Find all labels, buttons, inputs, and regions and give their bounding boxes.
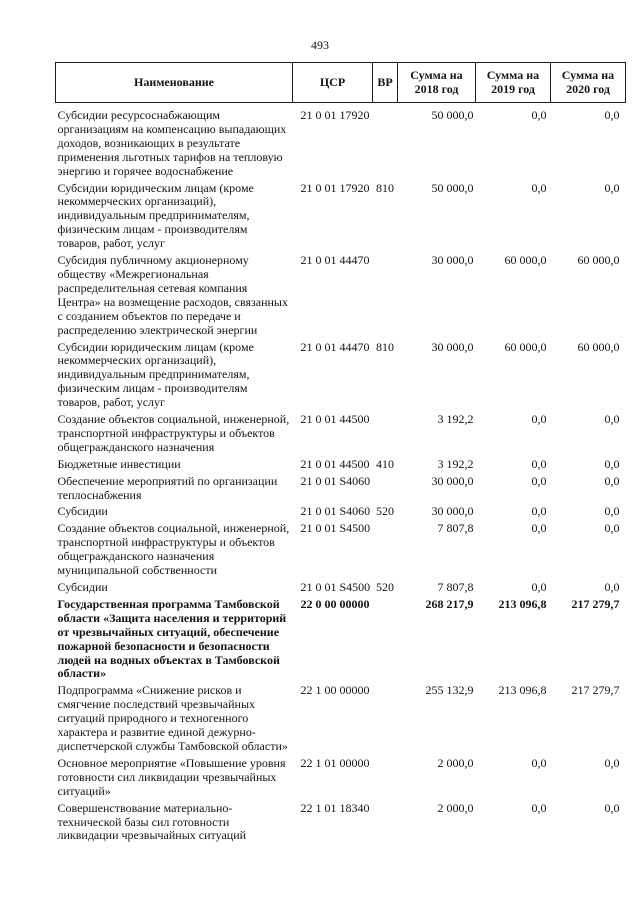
cell-csr: 21 0 01 44500 (300, 412, 370, 427)
cell-csr: 22 1 00 00000 (300, 683, 370, 698)
cell-amount-2019: 0,0 (531, 755, 547, 770)
header-csr: ЦСР (293, 63, 373, 103)
cell-vr (373, 683, 398, 756)
cell-amount-2020: 0,0 (604, 504, 620, 519)
cell-amount-2019: 60 000,0 (504, 339, 547, 354)
cell-amount-2018: 2 000,0 (437, 800, 474, 815)
cell-amount-2020: 60 000,0 (577, 339, 620, 354)
cell-vr: 810 (376, 180, 394, 195)
cell-amount-2019: 0,0 (531, 180, 547, 195)
cell-vr (373, 474, 398, 505)
cell-csr: 22 0 00 00000 (300, 596, 370, 611)
cell-csr: 22 1 01 18340 (300, 800, 370, 815)
cell-amount-2019: 0,0 (531, 504, 547, 519)
cell-amount-2018: 30 000,0 (431, 339, 474, 354)
cell-amount-2020: 0,0 (604, 180, 620, 195)
cell-name: Субсидии юридическим лицам (кроме некоммерческих организаций), индивидуальным предпринимателям, физическим лицам - производителям товаров, работ, услуг (57, 339, 254, 410)
cell-amount-2020: 0,0 (604, 456, 620, 471)
table-row (56, 801, 626, 846)
table-header (56, 63, 626, 103)
cell-amount-2019: 0,0 (531, 521, 547, 536)
cell-csr: 21 0 01 S4500 (300, 521, 371, 536)
cell-name: Основное мероприятие «Повышение уровня готовности сил ликвидации чрезвычайных ситуаций» (57, 755, 286, 798)
cell-amount-2018: 50 000,0 (431, 180, 474, 195)
cell-name: Субсидии юридическим лицам (кроме некоммерческих организаций), индивидуальным предпринимателям, физическим лицам - производителям товаров, работ, услуг (57, 180, 254, 251)
cell-amount-2018: 30 000,0 (431, 504, 474, 519)
cell-vr: 520 (376, 580, 394, 594)
cell-name: Обеспечение мероприятий по организации теплоснабжения (57, 473, 278, 502)
table-row (56, 474, 626, 505)
cell-amount-2020: 60 000,0 (577, 253, 620, 268)
cell-csr: 21 0 01 17920 (300, 180, 370, 195)
header-amount-2020: Сумма на 2020 год (551, 63, 626, 103)
cell-amount-2020: 0,0 (604, 473, 620, 488)
cell-vr (373, 756, 398, 801)
cell-name: Субсидия публичному акционерному обществу «Межрегиональная распределительная сетевая компания Центра» на возмещение расходов, связанных с созданием объектов по передаче и распределению электрической энергии (57, 253, 288, 337)
cell-amount-2019: 213 096,8 (498, 596, 547, 611)
cell-csr: 21 0 01 S4060 (300, 504, 371, 519)
cell-vr (373, 597, 398, 683)
cell-csr: 21 0 01 44470 (300, 339, 370, 354)
table-row (56, 457, 626, 474)
cell-amount-2020: 0,0 (604, 108, 620, 122)
cell-amount-2020: 0,0 (604, 521, 620, 536)
cell-amount-2018: 30 000,0 (431, 253, 474, 268)
cell-amount-2018: 30 000,0 (431, 473, 474, 488)
cell-vr (373, 412, 398, 457)
table-row (56, 504, 626, 521)
budget-table (55, 62, 626, 845)
table-row (56, 181, 626, 254)
cell-name: Субсидии (57, 504, 108, 519)
cell-csr: 22 1 01 00000 (300, 755, 370, 770)
header-vr: ВР (373, 63, 398, 103)
cell-name: Создание объектов социальной, инженерной, транспортной инфраструктуры и объектов общегражданского назначения муниципальной собственности (57, 521, 290, 578)
cell-name: Субсидии (57, 580, 108, 594)
cell-amount-2018: 7 807,8 (437, 521, 474, 536)
cell-csr: 21 0 01 17920 (300, 108, 370, 122)
cell-csr: 21 0 01 44500 (300, 456, 370, 471)
cell-amount-2019: 0,0 (531, 800, 547, 815)
header-amount-2019: Сумма на 2019 год (476, 63, 551, 103)
cell-name: Подпрограмма «Снижение рисков и смягчение последствий чрезвычайных ситуаций природного и техногенного характера и развитие единой дежурно- диспетчерской службы Тамбовской области» (57, 683, 288, 753)
cell-amount-2019: 0,0 (531, 108, 547, 122)
table-row (56, 521, 626, 580)
table-row (56, 253, 626, 339)
cell-amount-2018: 50 000,0 (431, 108, 474, 122)
table-row (56, 597, 626, 683)
cell-vr (373, 521, 398, 580)
cell-name: Субсидии ресурсоснабжающим организациям на компенсацию выпадающих доходов, возникающих в результате применения льготных тарифов на тепловую энергию и горячее водоснабжение (57, 108, 287, 178)
cell-amount-2020: 217 279,7 (571, 683, 620, 698)
table-row (56, 340, 626, 413)
cell-amount-2019: 60 000,0 (504, 253, 547, 268)
cell-vr: 520 (376, 504, 394, 519)
cell-vr: 810 (376, 339, 394, 354)
cell-csr: 21 0 01 S4500 (300, 580, 371, 594)
cell-amount-2018: 2 000,0 (437, 755, 474, 770)
cell-amount-2018: 3 192,2 (437, 412, 474, 427)
cell-amount-2020: 217 279,7 (571, 596, 620, 611)
cell-amount-2020: 0,0 (604, 580, 620, 594)
cell-amount-2019: 213 096,8 (498, 683, 547, 698)
cell-vr (373, 103, 398, 181)
cell-amount-2020: 0,0 (604, 800, 620, 815)
cell-amount-2019: 0,0 (531, 580, 547, 594)
cell-name: Создание объектов социальной, инженерной, транспортной инфраструктуры и объектов общегражданского назначения (57, 412, 290, 454)
table-row (56, 103, 626, 181)
cell-amount-2018: 3 192,2 (437, 456, 474, 471)
cell-name: Бюджетные инвестиции (57, 456, 181, 471)
cell-amount-2020: 0,0 (604, 412, 620, 427)
cell-amount-2018: 7 807,8 (437, 580, 474, 594)
table-row (56, 412, 626, 457)
cell-csr: 21 0 01 44470 (300, 253, 370, 268)
cell-csr: 21 0 01 S4060 (300, 473, 371, 488)
cell-amount-2018: 255 132,9 (425, 683, 474, 698)
table-row (56, 580, 626, 597)
cell-name: Совершенствование материально- технической базы сил готовности ликвидации чрезвычайных ситуаций (57, 800, 247, 843)
header-name: Наименование (56, 63, 293, 103)
table-row (56, 683, 626, 756)
cell-amount-2018: 268 217,9 (425, 596, 474, 611)
cell-amount-2020: 0,0 (604, 755, 620, 770)
cell-vr: 410 (376, 456, 394, 471)
cell-name: Государственная программа Тамбовской области «Защита населения и территорий от чрезвычайных ситуаций, обеспечение пожарной безопасности и безопасности людей на водных объектах в Тамбовской области» (57, 596, 287, 681)
cell-vr (373, 801, 398, 846)
cell-amount-2019: 0,0 (531, 473, 547, 488)
page-number: 493 (311, 38, 329, 52)
table-row (56, 756, 626, 801)
cell-amount-2019: 0,0 (531, 456, 547, 471)
header-amount-2018: Сумма на 2018 год (398, 63, 476, 103)
cell-amount-2019: 0,0 (531, 412, 547, 427)
cell-vr (373, 253, 398, 339)
